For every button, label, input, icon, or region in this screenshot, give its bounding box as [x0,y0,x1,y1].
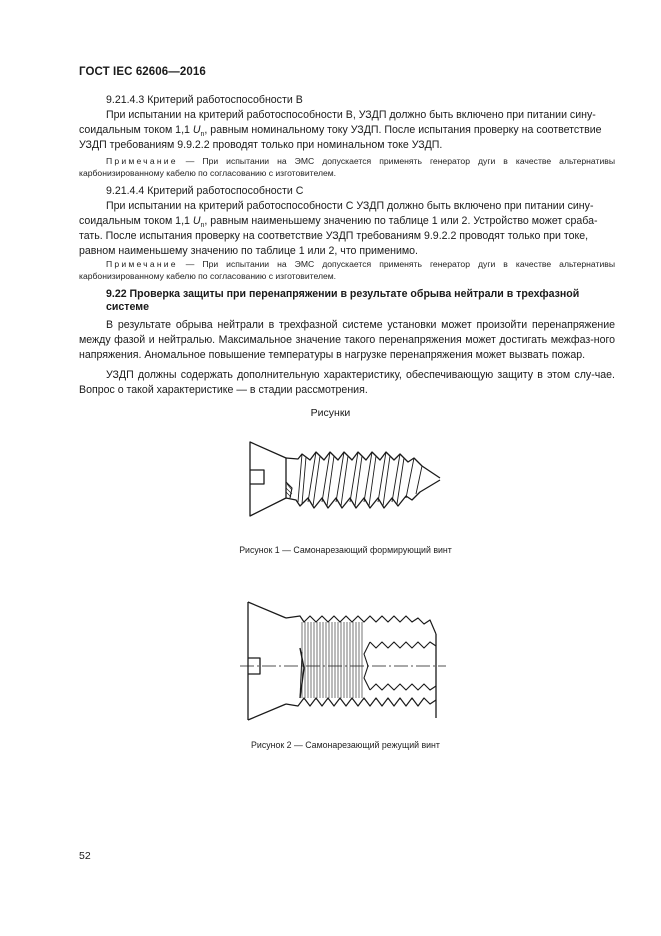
note: Примечание — При испытании на ЭМС допускается применять генератор дуги в качестве альтернативы карбонизированному кабелю по согласованию с изготовителем. [79,156,615,178]
page-number: 52 [79,850,91,862]
paragraph-line: соидальным током 1,1 $U_n$, равным номинальному току УЗДП. После испытания проверку на соответствие [79,124,602,139]
section-title-9-22: 9.22 Проверка защиты при перенапряжении в результате обрыва нейтрали в трехфазной системе [106,288,580,313]
paragraph-line: соидальным током 1,1 $U_n$, равным наименьшему значению по таблице 1 или 2. Устройство может сраба- [79,215,598,230]
document-header: ГОСТ IEC 62606—2016 [79,66,206,78]
subsection-title-9-21-4-4: 9.21.4.4 Критерий работоспособности С [106,185,304,197]
figure-1-caption: Рисунок 1 — Самонарезающий формирующий винт [239,545,452,555]
figure-2-cutting-screw [240,600,450,720]
figure-1-forming-screw [236,440,446,520]
subsection-title-9-21-4-3: 9.21.4.3 Критерий работоспособности В [106,94,303,106]
figures-heading: Рисунки [310,407,351,419]
paragraph-line: При испытании на критерий работоспособности В, УЗДП должно быть включено при питании сину- [106,109,596,121]
paragraph-line: УЗДП требованиям 9.9.2.2 проводят только при номинальном токе УЗДП. [79,139,443,151]
paragraph-line: тать. После испытания проверку на соответствие УЗДП требованиям 9.9.2.2 проводят только при токе, [79,230,589,242]
paragraph-line: равном наименьшему значению по таблице 1 или 2, что применимо. [79,245,418,257]
note: Примечание — При испытании на ЭМС допускается применять генератор дуги в качестве альтернативы карбонизированному кабелю по согласованию с изготовителем. [79,259,615,281]
figure-2-caption: Рисунок 2 — Самонарезающий режущий винт [251,740,440,750]
paragraph-line: При испытании на критерий работоспособности С УЗДП должно быть включено при питании сину- [106,200,594,212]
paragraph: УЗДП должны содержать дополнительную характеристику, обеспечивающую защиту в этом слу-чае. Вопрос о такой характеристике — в стадии рассмотрения. [79,369,615,396]
paragraph: В результате обрыва нейтрали в трехфазной системе установки может произойти перенапряжение между фазой и нейтралью. Максимальное значение такого перенапряжения может достигать межфаз-ного напряжения. Аномальное повышение температуры в нагрузке перенапряжения может вызвать пожар. [79,319,615,361]
